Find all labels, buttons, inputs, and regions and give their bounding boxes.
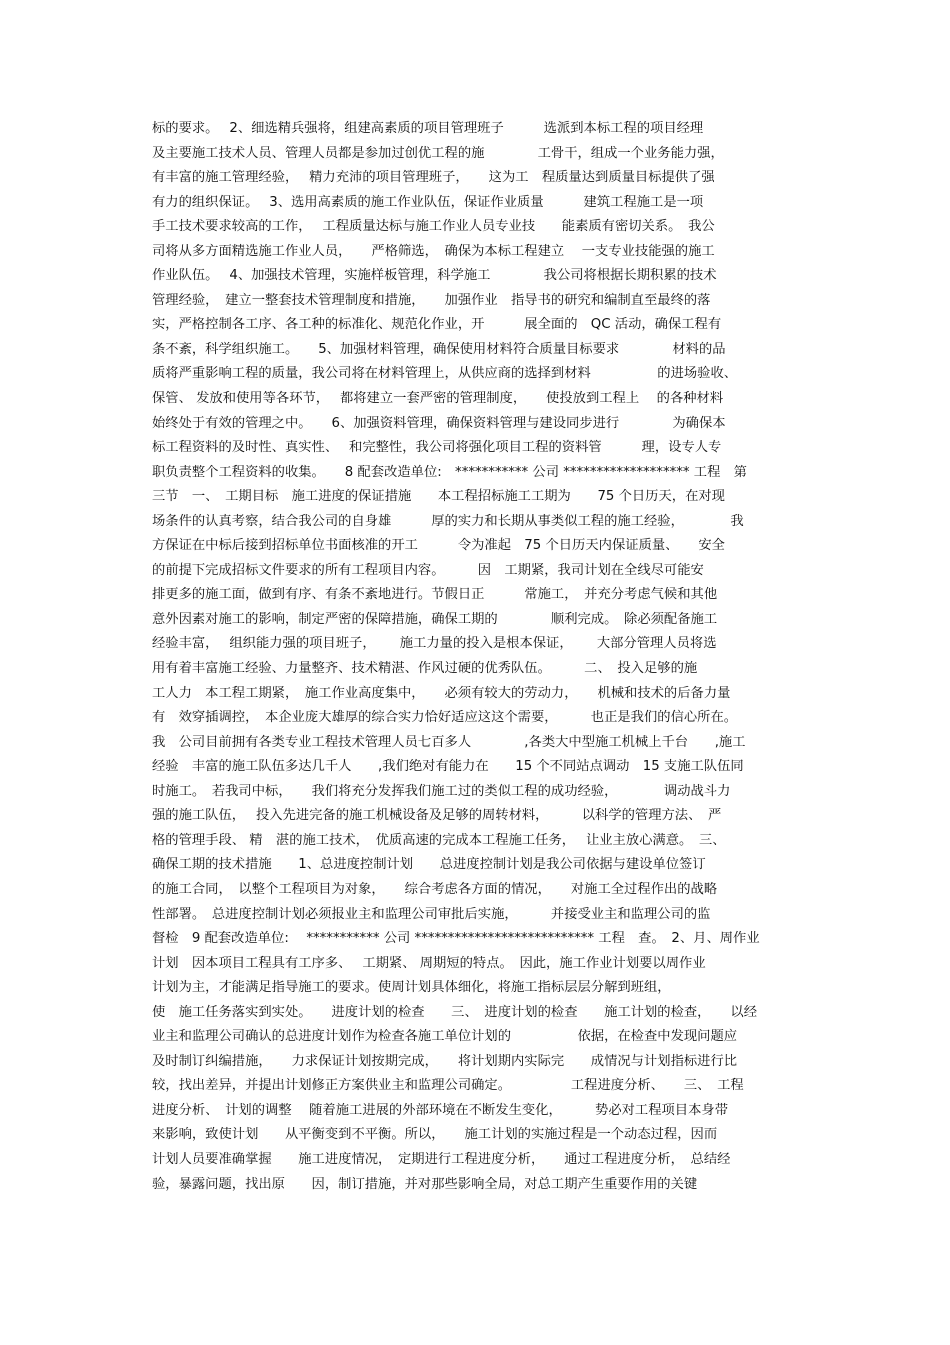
text-line: 标的要求。 2、细选精兵强将，组建高素质的项目管理班子 选派到本标工程的项目经理 <box>152 121 704 136</box>
text-line: 质将严重影响工程的质量，我公司将在材料管理上，从供应商的选择到材料 的进场验收、 <box>152 366 738 382</box>
text-line: 计划 因本项目工程具有工序多、 工期紧、 周期短的特点。 因此，施工作业计划要以周作业 <box>152 955 706 971</box>
text-line: 职负责整个工程资料的收集。 8 配套改造单位: *********** 公司 ******************* 工程 第 <box>152 464 747 480</box>
text-line: 格的管理手段、 精 湛的施工技术， 优质高速的完成本工程施工任务， 让业主放心满意。 三、 <box>152 832 726 848</box>
text-line: 始终处于有效的管理之中。 6、加强资料管理，确保资料管理与建设同步进行 为确保本 <box>152 415 726 431</box>
text-line: 实，严格控制各工序、各工种的标准化、规范化作业，开 展全面的 QC 活动，确保工程有 <box>152 317 722 333</box>
text-line: 经验 丰富的施工队伍多达几千人 ,我们绝对有能力在 15 个不同站点调动 15 支施工队伍同 <box>152 759 744 775</box>
text-line: 场条件的认真考察，结合我公司的自身雄 厚的实力和长期从事类似工程的施工经验， 我 <box>152 513 744 529</box>
text-line: 使 施工任务落实到实处。 进度计划的检查 三、 进度计划的检查 施工计划的检查， 以经 <box>152 1004 758 1020</box>
text-line: 我 公司目前拥有各类专业工程技术管理人员七百多人 ,各类大中型施工机械上千台 ,施工 <box>152 734 746 750</box>
text-line: 的施工合同， 以整个工程项目为对象， 综合考虑各方面的情况， 对施工全过程作出的战略 <box>152 881 718 897</box>
text-line: 排更多的施工面，做到有序、有条不紊地进行。节假日正 常施工， 并充分考虑气候和其他 <box>152 587 718 603</box>
text-line: 保管、 发放和使用等各环节， 都将建立一套严密的管理制度， 使投放到工程上 的各种材料 <box>152 391 724 407</box>
text-line: 工人力 本工程工期紧， 施工作业高度集中， 必须有较大的劳动力， 机械和技术的后备力量 <box>152 685 731 701</box>
text-line: 有力的组织保证。 3、选用高素质的施工作业队伍，保证作业质量 建筑工程施工是一项 <box>152 194 704 210</box>
text-line: 时施工。 若我司中标， 我们将充分发挥我们施工过的类似工程的成功经验， 调动战斗力 <box>152 783 731 799</box>
text-line: 用有着丰富施工经验、力量整齐、技术精湛、作风过硬的优秀队伍。 二、 投入足够的施 <box>152 661 698 677</box>
text-line: 管理经验， 建立一整套技术管理制度和措施， 加强作业 指导书的研究和编制直至最终的落 <box>152 292 711 308</box>
text-line: 确保工期的技术措施 1、总进度控制计划 总进度控制计划是我公司依据与建设单位签订 <box>152 857 706 873</box>
text-line: 的前提下完成招标文件要求的所有工程项目内容。 因 工期紧，我司计划在全线尽可能安 <box>152 562 704 578</box>
text-line: 及主要施工技术人员、管理人员都是参加过创优工程的施 工骨干，组成一个业务能力强， <box>152 145 724 161</box>
text-line: 司将从多方面精选施工作业人员， 严格筛选， 确保为本标工程建立 一支专业技能强的施工 <box>152 243 715 259</box>
text-line: 进度分析、 计划的调整 随着施工进展的外部环境在不断发生变化， 势必对工程项目本身带 <box>152 1102 728 1118</box>
text-line: 计划为主，才能满足指导施工的要求。使周计划具体细化，将施工指标层层分解到班组， <box>152 980 671 996</box>
text-line: 督检 9 配套改造单位: *********** 公司 *************************** 工程 查。 2、月、周作业 <box>152 931 760 947</box>
text-line: 标工程资料的及时性、真实性、 和完整性，我公司将强化项目工程的资料管 理，设专人专 <box>152 440 722 456</box>
text-line: 有丰富的施工管理经验， 精力充沛的项目管理班子， 这为工 程质量达到质量目标提供了强 <box>152 170 715 186</box>
text-line: 及时制订纠编措施， 力求保证计划按期完成， 将计划期内实际完 成情况与计划指标进行比 <box>152 1053 738 1069</box>
body-text <box>152 117 812 1197</box>
text-line: 方保证在中标后接到招标单位书面核准的开工 令为准起 75 个日历天内保证质量、 安全 <box>152 538 725 554</box>
text-line: 业主和监理公司确认的总进度计划作为检查各施工单位计划的 依据，在检查中发现问题应 <box>152 1029 738 1045</box>
text-line: 验，暴露问题，找出原 因，制订措施，并对那些影响全局，对总工期产生重要作用的关键 <box>152 1176 698 1192</box>
text-line: 手工技术要求较高的工作， 工程质量达标与施工作业人员专业技 能素质有密切关系。 我公 <box>152 219 715 235</box>
text-line: 条不紊，科学组织施工。 5、加强材料管理，确保使用材料符合质量目标要求 材料的品 <box>152 341 726 357</box>
text-line: 性部署。 总进度控制计划必须报业主和监理公司审批后实施， 并接受业主和监理公司的监 <box>152 906 711 922</box>
text-line: 强的施工队伍， 投入先进完备的施工机械设备及足够的周转材料， 以科学的管理方法、 严 <box>152 808 722 824</box>
text-line: 计划人员要准确掌握 施工进度情况， 定期进行工程进度分析， 通过工程进度分析， 总结经 <box>152 1151 731 1167</box>
text-line: 来影响，致使计划 从平衡变到不平衡。所以， 施工计划的实施过程是一个动态过程，因而 <box>152 1127 718 1143</box>
text-line: 较，找出差异，并提出计划修正方案供业主和监理公司确定。 工程进度分析、 三、 工程 <box>152 1078 744 1094</box>
text-line: 三节 一、 工期目标 施工进度的保证措施 本工程招标施工工期为 75 个日历天，在对现 <box>152 489 725 505</box>
text-line: 经验丰富， 组织能力强的项目班子， 施工力量的投入是根本保证， 大部分管理人员将选 <box>152 636 717 652</box>
text-line: 作业队伍。 4、加强技术管理，实施样板管理，科学施工 我公司将根据长期积累的技术 <box>152 268 717 284</box>
text-line: 有 效穿插调控， 本企业庞大雄厚的综合实力恰好适应这这个需要， 也正是我们的信心所在。 <box>152 710 738 726</box>
text-line: 意外因素对施工的影响，制定严密的保障措施，确保工期的 顺利完成。 除必须配备施工 <box>152 611 718 627</box>
